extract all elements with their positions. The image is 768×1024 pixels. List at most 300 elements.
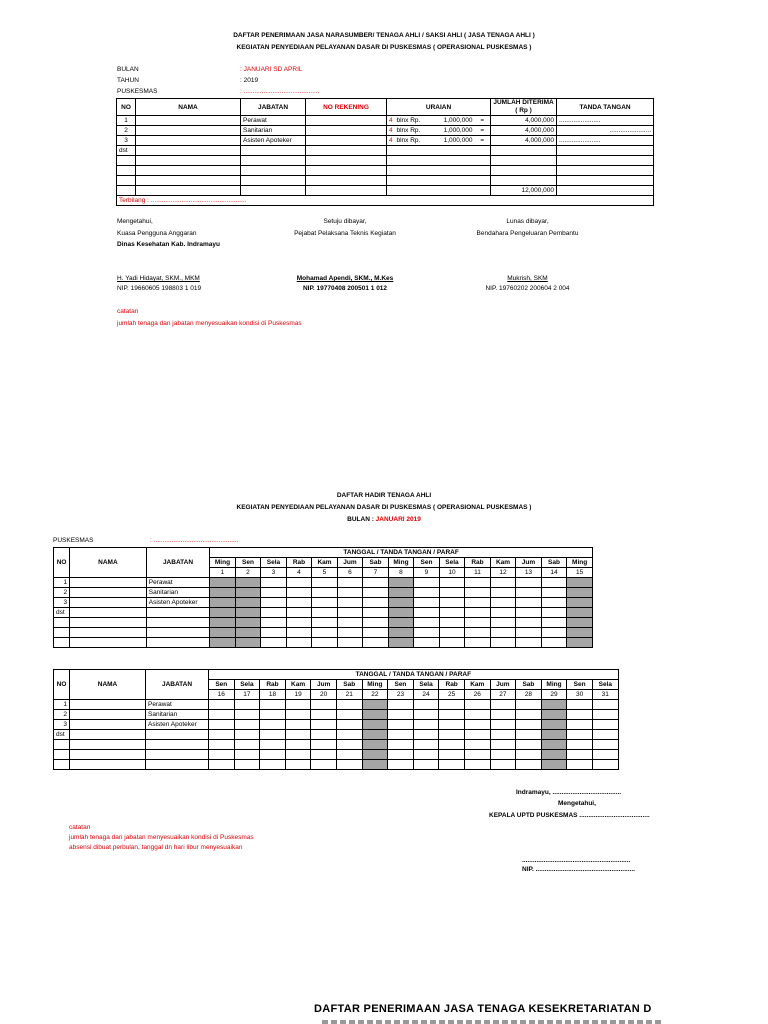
attendance-cell[interactable] — [490, 598, 516, 608]
row-no: 3 — [54, 598, 70, 608]
attendance-cell[interactable] — [363, 638, 389, 648]
attendance-cell[interactable] — [234, 740, 260, 750]
attendance-cell[interactable] — [592, 710, 618, 720]
attendance-cell[interactable] — [464, 760, 490, 770]
header-uraian: URAIAN — [387, 99, 491, 116]
attendance-cell[interactable] — [490, 750, 516, 760]
date-header: 14 — [541, 568, 567, 578]
date-header: 29 — [541, 690, 567, 700]
attendance-cell[interactable] — [337, 588, 363, 598]
table-row — [54, 760, 619, 770]
attendance-cell[interactable] — [234, 760, 260, 770]
attendance-cell[interactable] — [286, 608, 312, 618]
attendance-cell[interactable] — [490, 618, 516, 628]
holiday-cell[interactable] — [388, 628, 414, 638]
attendance-cell[interactable] — [464, 730, 490, 740]
attendance-cell[interactable] — [465, 618, 491, 628]
day-header: Sen — [235, 558, 261, 568]
holiday-cell[interactable] — [388, 608, 414, 618]
doc2-nip: NIP. ....................................................... — [522, 866, 635, 873]
attendance-cell[interactable] — [465, 628, 491, 638]
attendance-cell[interactable] — [567, 750, 593, 760]
attendance-cell[interactable] — [414, 588, 440, 598]
attendance-cell[interactable] — [567, 730, 593, 740]
attendance-cell[interactable] — [209, 750, 235, 760]
attendance-cell[interactable] — [592, 720, 618, 730]
attendance-cell[interactable] — [464, 710, 490, 720]
day-header: Kam — [312, 558, 338, 568]
attendance-cell[interactable] — [312, 638, 338, 648]
attendance-cell[interactable] — [336, 740, 362, 750]
attendance-cell[interactable] — [592, 750, 618, 760]
attendance-cell[interactable] — [312, 608, 338, 618]
attendance-cell[interactable] — [516, 578, 542, 588]
attendance-cell[interactable] — [490, 730, 516, 740]
table-row — [54, 578, 593, 588]
date-header: 25 — [439, 690, 465, 700]
attendance-cell[interactable] — [439, 750, 465, 760]
attendance-cell[interactable] — [388, 730, 414, 740]
attendance-cell[interactable] — [209, 700, 235, 710]
holiday-cell[interactable] — [541, 730, 567, 740]
holiday-cell[interactable] — [362, 720, 388, 730]
header-no: NO — [54, 548, 70, 578]
attendance-cell[interactable] — [261, 628, 287, 638]
attendance-cell[interactable] — [363, 578, 389, 588]
attendance-cell[interactable] — [234, 700, 260, 710]
holiday-cell[interactable] — [362, 740, 388, 750]
attendance-cell[interactable] — [413, 700, 439, 710]
attendance-cell[interactable] — [541, 598, 567, 608]
holiday-cell[interactable] — [567, 628, 593, 638]
attendance-cell[interactable] — [286, 588, 312, 598]
row-blnx: blnx Rp. — [395, 126, 441, 136]
date-header: 13 — [516, 568, 542, 578]
attendance-cell[interactable] — [516, 628, 542, 638]
row-jabatan — [146, 608, 210, 618]
attendance-cell[interactable] — [260, 720, 286, 730]
attendance-cell[interactable] — [285, 710, 311, 720]
attendance-cell[interactable] — [413, 720, 439, 730]
attendance-cell[interactable] — [592, 700, 618, 710]
attendance-cell[interactable] — [234, 720, 260, 730]
row-nama — [70, 700, 146, 710]
row-jabatan: Asisten Apoteker — [241, 136, 306, 146]
attendance-cell[interactable] — [260, 740, 286, 750]
attendance-cell[interactable] — [541, 618, 567, 628]
holiday-cell[interactable] — [362, 730, 388, 740]
attendance-cell[interactable] — [490, 720, 516, 730]
attendance-cell[interactable] — [336, 700, 362, 710]
date-header: 26 — [464, 690, 490, 700]
date-header: 15 — [567, 568, 593, 578]
attendance-cell[interactable] — [286, 618, 312, 628]
attendance-cell[interactable] — [285, 750, 311, 760]
attendance-cell[interactable] — [286, 598, 312, 608]
row-bln: 4 — [387, 116, 395, 126]
attendance-cell[interactable] — [312, 618, 338, 628]
attendance-cell[interactable] — [337, 598, 363, 608]
attendance-cell[interactable] — [311, 710, 337, 720]
holiday-cell[interactable] — [235, 598, 261, 608]
attendance-cell[interactable] — [209, 730, 235, 740]
attendance-cell[interactable] — [285, 760, 311, 770]
attendance-cell[interactable] — [516, 700, 542, 710]
attendance-cell[interactable] — [439, 730, 465, 740]
doc2-bulan — [100, 516, 668, 524]
attendance-cell[interactable] — [363, 608, 389, 618]
holiday-cell[interactable] — [567, 618, 593, 628]
row-jabatan — [146, 750, 209, 760]
holiday-cell[interactable] — [567, 608, 593, 618]
attendance-cell[interactable] — [286, 578, 312, 588]
attendance-cell[interactable] — [439, 638, 465, 648]
attendance-cell[interactable] — [209, 760, 235, 770]
attendance-cell[interactable] — [209, 710, 235, 720]
attendance-cell[interactable] — [414, 638, 440, 648]
attendance-cell[interactable] — [337, 618, 363, 628]
doc1-title-1: DAFTAR PENERIMAAN JASA NARASUMBER/ TENAGA AHLI / SAKSI AHLI ( JASA TENAGA AHLI ) — [233, 32, 535, 39]
holiday-cell[interactable] — [362, 750, 388, 760]
doc2-note-1: jumlah tenaga dan jabatan menyesuaikan kondisi di Puskesmas — [69, 834, 254, 841]
holiday-cell[interactable] — [541, 720, 567, 730]
attendance-cell[interactable] — [388, 750, 414, 760]
attendance-cell[interactable] — [286, 628, 312, 638]
attendance-cell[interactable] — [261, 578, 287, 588]
day-header: Ming — [362, 680, 388, 690]
attendance-cell[interactable] — [439, 628, 465, 638]
attendance-cell[interactable] — [516, 588, 542, 598]
attendance-cell[interactable] — [363, 618, 389, 628]
sign-right-name: Mukrish, SKM — [507, 275, 548, 282]
holiday-cell[interactable] — [541, 760, 567, 770]
attendance-cell[interactable] — [388, 740, 414, 750]
attendance-cell[interactable] — [312, 598, 338, 608]
holiday-cell[interactable] — [210, 638, 236, 648]
attendance-cell[interactable] — [209, 720, 235, 730]
attendance-cell[interactable] — [337, 628, 363, 638]
attendance-cell[interactable] — [337, 638, 363, 648]
attendance-cell[interactable] — [336, 760, 362, 770]
attendance-cell[interactable] — [285, 720, 311, 730]
attendance-cell[interactable] — [311, 700, 337, 710]
attendance-cell[interactable] — [439, 588, 465, 598]
attendance-cell[interactable] — [414, 598, 440, 608]
attendance-cell[interactable] — [413, 740, 439, 750]
attendance-cell[interactable] — [388, 720, 414, 730]
meta-label-bulan: BULAN — [117, 66, 139, 73]
holiday-cell[interactable] — [210, 588, 236, 598]
row-no: dst — [117, 146, 136, 156]
attendance-cell[interactable] — [311, 740, 337, 750]
row-jabatan: Sanitarian — [241, 126, 306, 136]
date-header: 2 — [235, 568, 261, 578]
attendance-cell[interactable] — [464, 750, 490, 760]
attendance-cell[interactable] — [311, 760, 337, 770]
attendance-cell[interactable] — [311, 730, 337, 740]
attendance-cell[interactable] — [490, 710, 516, 720]
attendance-cell[interactable] — [336, 730, 362, 740]
sign-right-nip: NIP. 19760202 200604 2 004 — [485, 285, 570, 292]
row-jabatan — [146, 730, 209, 740]
attendance-table-1 — [53, 547, 593, 648]
holiday-cell[interactable] — [567, 598, 593, 608]
date-header: 16 — [209, 690, 235, 700]
holiday-cell[interactable] — [235, 608, 261, 618]
attendance-cell[interactable] — [285, 740, 311, 750]
day-header: Sen — [209, 680, 235, 690]
row-nama — [70, 618, 147, 628]
table-row — [117, 136, 654, 146]
attendance-cell[interactable] — [336, 710, 362, 720]
attendance-cell[interactable] — [516, 638, 542, 648]
header-no: NO — [54, 670, 70, 700]
day-header: Jum — [337, 558, 363, 568]
attendance-cell[interactable] — [541, 608, 567, 618]
holiday-cell[interactable] — [235, 628, 261, 638]
attendance-cell[interactable] — [464, 700, 490, 710]
attendance-cell[interactable] — [414, 608, 440, 618]
doc2-catatan: catatan — [69, 824, 91, 831]
attendance-cell[interactable] — [234, 710, 260, 720]
attendance-cell[interactable] — [414, 578, 440, 588]
holiday-cell[interactable] — [210, 618, 236, 628]
attendance-cell[interactable] — [516, 760, 542, 770]
day-header: Ming — [388, 558, 414, 568]
attendance-cell[interactable] — [439, 760, 465, 770]
doc2-bulan-label: BULAN : — [347, 516, 376, 523]
date-header: 9 — [414, 568, 440, 578]
holiday-cell[interactable] — [388, 618, 414, 628]
holiday-cell[interactable] — [388, 588, 414, 598]
attendance-cell[interactable] — [261, 638, 287, 648]
row-amount: 1,000,000 — [441, 126, 475, 136]
row-jumlah: 4,000,000 — [491, 116, 557, 126]
attendance-cell[interactable] — [413, 730, 439, 740]
table-row — [54, 710, 619, 720]
attendance-cell[interactable] — [439, 578, 465, 588]
attendance-cell[interactable] — [541, 588, 567, 598]
holiday-cell[interactable] — [541, 750, 567, 760]
attendance-cell[interactable] — [490, 578, 516, 588]
header-tanggal: TANGGAL / TANDA TANGAN / PARAF — [210, 548, 593, 558]
attendance-cell[interactable] — [567, 720, 593, 730]
attendance-cell[interactable] — [465, 598, 491, 608]
meta-label-tahun: TAHUN — [117, 77, 139, 84]
attendance-cell[interactable] — [234, 730, 260, 740]
row-eq: = — [475, 116, 491, 126]
attendance-cell[interactable] — [490, 638, 516, 648]
holiday-cell[interactable] — [210, 578, 236, 588]
attendance-cell[interactable] — [336, 750, 362, 760]
attendance-cell[interactable] — [516, 740, 542, 750]
attendance-cell[interactable] — [260, 760, 286, 770]
attendance-cell[interactable] — [567, 710, 593, 720]
attendance-cell[interactable] — [516, 618, 542, 628]
attendance-cell[interactable] — [363, 628, 389, 638]
attendance-cell[interactable] — [516, 608, 542, 618]
holiday-cell[interactable] — [362, 710, 388, 720]
attendance-cell[interactable] — [516, 730, 542, 740]
row-no — [54, 618, 70, 628]
table-row — [54, 730, 619, 740]
attendance-cell[interactable] — [490, 740, 516, 750]
attendance-cell[interactable] — [567, 760, 593, 770]
holiday-cell[interactable] — [210, 608, 236, 618]
holiday-cell[interactable] — [362, 760, 388, 770]
attendance-cell[interactable] — [261, 598, 287, 608]
attendance-cell[interactable] — [388, 710, 414, 720]
attendance-cell[interactable] — [464, 720, 490, 730]
attendance-cell[interactable] — [490, 608, 516, 618]
attendance-cell[interactable] — [464, 740, 490, 750]
doc2-title-2: KEGIATAN PENYEDIAAN PELAYANAN DASAR DI PUSKESMAS ( OPERASIONAL PUSKESMAS ) — [236, 504, 532, 511]
attendance-cell[interactable] — [592, 760, 618, 770]
day-header: Sab — [363, 558, 389, 568]
attendance-cell[interactable] — [260, 700, 286, 710]
attendance-cell[interactable] — [312, 578, 338, 588]
holiday-cell[interactable] — [541, 740, 567, 750]
holiday-cell[interactable] — [235, 578, 261, 588]
attendance-cell[interactable] — [311, 720, 337, 730]
attendance-cell[interactable] — [541, 638, 567, 648]
day-header: Sela — [234, 680, 260, 690]
attendance-cell[interactable] — [592, 730, 618, 740]
attendance-cell[interactable] — [413, 760, 439, 770]
day-header: Rab — [439, 680, 465, 690]
attendance-cell[interactable] — [261, 608, 287, 618]
table-row-empty — [117, 166, 654, 176]
date-header: 21 — [336, 690, 362, 700]
attendance-cell[interactable] — [439, 700, 465, 710]
attendance-cell[interactable] — [337, 608, 363, 618]
row-nama — [70, 710, 146, 720]
doc1-catatan: catatan — [117, 308, 139, 315]
holiday-cell[interactable] — [541, 710, 567, 720]
attendance-cell[interactable] — [516, 750, 542, 760]
attendance-cell[interactable] — [209, 740, 235, 750]
attendance-cell[interactable] — [311, 750, 337, 760]
payment-table — [116, 98, 654, 206]
date-header: 24 — [413, 690, 439, 700]
attendance-cell[interactable] — [490, 700, 516, 710]
attendance-cell[interactable] — [261, 588, 287, 598]
attendance-cell[interactable] — [363, 588, 389, 598]
sign-right-l2: Bendahara Pengeluaran Pembantu — [476, 230, 579, 237]
holiday-cell[interactable] — [362, 700, 388, 710]
row-jabatan — [146, 740, 209, 750]
header-nama: NAMA — [70, 548, 147, 578]
holiday-cell[interactable] — [235, 618, 261, 628]
row-rekening — [306, 116, 387, 126]
attendance-cell[interactable] — [261, 618, 287, 628]
attendance-cell[interactable] — [260, 730, 286, 740]
attendance-cell[interactable] — [414, 618, 440, 628]
header-nama: NAMA — [136, 99, 241, 116]
attendance-cell[interactable] — [439, 618, 465, 628]
attendance-cell[interactable] — [260, 710, 286, 720]
attendance-cell[interactable] — [465, 638, 491, 648]
holiday-cell[interactable] — [210, 598, 236, 608]
attendance-cell[interactable] — [285, 700, 311, 710]
attendance-cell[interactable] — [439, 598, 465, 608]
attendance-cell[interactable] — [439, 740, 465, 750]
attendance-cell[interactable] — [439, 710, 465, 720]
attendance-cell[interactable] — [541, 578, 567, 588]
attendance-cell[interactable] — [567, 740, 593, 750]
holiday-cell[interactable] — [541, 700, 567, 710]
attendance-cell[interactable] — [336, 720, 362, 730]
row-no: 1 — [54, 578, 70, 588]
holiday-cell[interactable] — [567, 578, 593, 588]
attendance-cell[interactable] — [413, 710, 439, 720]
attendance-cell[interactable] — [465, 608, 491, 618]
table-row — [54, 740, 619, 750]
attendance-cell[interactable] — [516, 720, 542, 730]
attendance-cell[interactable] — [516, 598, 542, 608]
attendance-cell[interactable] — [490, 760, 516, 770]
attendance-cell[interactable] — [285, 730, 311, 740]
attendance-cell[interactable] — [465, 578, 491, 588]
attendance-cell[interactable] — [388, 760, 414, 770]
attendance-cell[interactable] — [312, 588, 338, 598]
holiday-cell[interactable] — [235, 638, 261, 648]
attendance-cell[interactable] — [413, 750, 439, 760]
attendance-cell[interactable] — [260, 750, 286, 760]
attendance-cell[interactable] — [234, 750, 260, 760]
row-ttd: ....................... — [557, 136, 654, 146]
attendance-cell[interactable] — [516, 710, 542, 720]
table-row — [54, 720, 619, 730]
attendance-cell[interactable] — [312, 628, 338, 638]
holiday-cell[interactable] — [388, 578, 414, 588]
attendance-cell[interactable] — [439, 608, 465, 618]
row-amount: 1,000,000 — [441, 116, 475, 126]
holiday-cell[interactable] — [388, 598, 414, 608]
holiday-cell[interactable] — [567, 588, 593, 598]
attendance-cell[interactable] — [465, 588, 491, 598]
row-rekening — [306, 136, 387, 146]
attendance-cell[interactable] — [363, 598, 389, 608]
holiday-cell[interactable] — [567, 638, 593, 648]
holiday-cell[interactable] — [210, 628, 236, 638]
header-jabatan: JABATAN — [241, 99, 306, 116]
meta-value-puskesmas: : .......................................... — [240, 88, 320, 95]
row-no: 2 — [54, 710, 70, 720]
attendance-cell[interactable] — [541, 628, 567, 638]
doc1-note: jumlah tenaga dan jabatan menyesuaikan kondisi di Puskesmas — [117, 320, 302, 327]
attendance-cell[interactable] — [592, 740, 618, 750]
attendance-cell[interactable] — [490, 588, 516, 598]
attendance-cell[interactable] — [439, 720, 465, 730]
attendance-cell[interactable] — [286, 638, 312, 648]
holiday-cell[interactable] — [388, 638, 414, 648]
doc2-sign-line: ............................................................ — [522, 857, 631, 864]
row-jabatan: Asisten Apoteker — [146, 720, 209, 730]
sign-left-l2: Kuasa Pengguna Anggaran — [117, 230, 197, 237]
holiday-cell[interactable] — [235, 588, 261, 598]
attendance-cell[interactable] — [337, 578, 363, 588]
attendance-cell[interactable] — [414, 628, 440, 638]
table-row — [117, 126, 654, 136]
row-nama — [70, 720, 146, 730]
attendance-cell[interactable] — [567, 700, 593, 710]
row-jabatan — [146, 618, 210, 628]
attendance-cell[interactable] — [490, 628, 516, 638]
date-header: 3 — [261, 568, 287, 578]
attendance-cell[interactable] — [388, 700, 414, 710]
date-header: 31 — [592, 690, 618, 700]
